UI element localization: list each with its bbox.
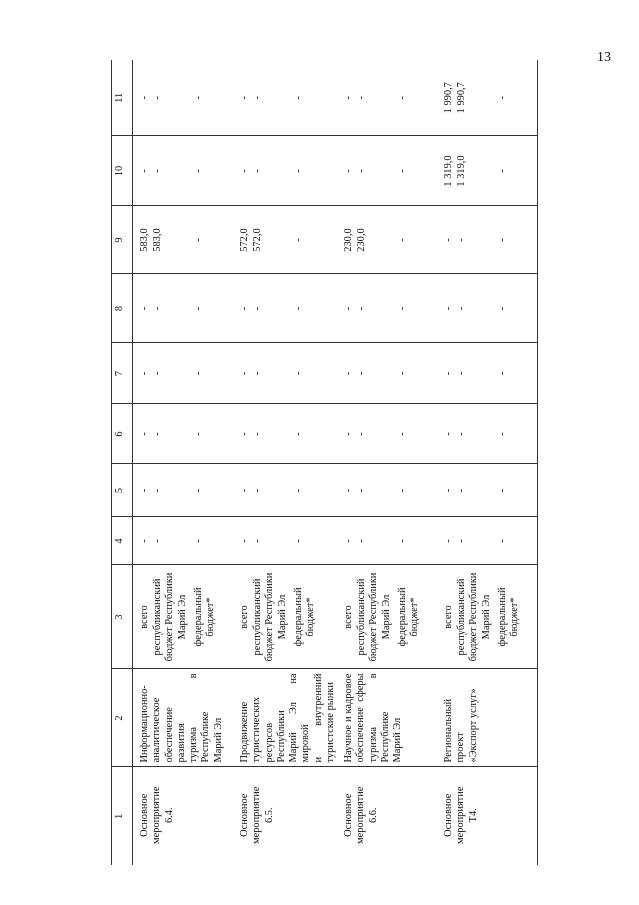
value: 230,0 — [356, 228, 368, 252]
value-cell — [133, 206, 234, 274]
funding-source — [293, 566, 333, 669]
value: - — [293, 539, 304, 543]
rotated-table-wrapper — [111, 60, 529, 865]
table-row — [337, 60, 437, 865]
value-cell — [437, 404, 538, 464]
value: - — [139, 306, 150, 311]
value-cell — [233, 517, 337, 565]
value: - — [152, 432, 163, 436]
event-name-line: Продвижение — [239, 701, 250, 763]
value: 583,0 — [139, 228, 150, 252]
value: - — [343, 306, 355, 311]
value: 583,0 — [152, 228, 163, 252]
col-header: 1 — [112, 767, 133, 865]
funding-source-line: федеральный — [497, 587, 509, 647]
value-cell — [133, 343, 234, 404]
col-header: 2 — [112, 669, 133, 767]
event-code-line: Основное — [239, 793, 250, 837]
value: - — [356, 371, 368, 376]
value: - — [152, 306, 163, 311]
value-cell — [133, 136, 234, 206]
funding-source-line: республиканский — [456, 578, 468, 656]
value: - — [139, 432, 150, 436]
value: 1 319,0 — [456, 155, 468, 187]
value: - — [456, 371, 468, 376]
value-cell — [133, 60, 234, 136]
funding-source — [397, 566, 437, 669]
funding-source-line: федеральный — [193, 587, 204, 647]
value: - — [152, 539, 163, 543]
col-header: 10 — [112, 136, 133, 206]
value: - — [252, 371, 263, 376]
funding-source-cell — [133, 565, 234, 669]
value: - — [139, 169, 150, 173]
value: - — [293, 169, 304, 173]
funding-source-line: всего — [239, 605, 250, 629]
event-code-line: 6.6. — [367, 807, 379, 824]
col-header: 5 — [112, 464, 133, 517]
value: - — [239, 432, 250, 436]
event-name-line: Марий Эл на мировой — [288, 673, 312, 763]
funding-source-line: Марий Эл — [276, 594, 288, 640]
value: - — [139, 488, 150, 493]
event-name-line: Информационно- — [139, 685, 150, 763]
event-name-line: туристических — [251, 696, 263, 763]
funding-source — [152, 566, 193, 669]
value: - — [239, 371, 250, 376]
funding-source-cell — [233, 565, 337, 669]
event-code-line: 6.4. — [163, 807, 175, 824]
value: - — [343, 371, 355, 376]
value: - — [239, 169, 250, 173]
value: - — [239, 539, 250, 543]
funding-source-cell — [437, 565, 538, 669]
table-row — [233, 60, 337, 865]
value: - — [293, 432, 304, 436]
funding-source-line: бюджет* — [305, 597, 317, 637]
value: 1 990,7 — [443, 82, 455, 114]
value: - — [139, 96, 150, 100]
event-name-line: аналитическое — [151, 697, 163, 763]
event-name-line: Марий Эл — [392, 717, 404, 763]
event-code-line: 6.5. — [263, 807, 275, 824]
value: 572,0 — [252, 228, 263, 252]
value: - — [152, 169, 163, 173]
value-cell — [233, 206, 337, 274]
funding-source-line: бюджет Республики — [368, 572, 380, 662]
funding-source — [356, 566, 397, 669]
funding-source — [497, 566, 537, 669]
value: - — [497, 432, 509, 436]
value-cell — [437, 206, 538, 274]
funding-source-line: всего — [139, 605, 150, 629]
value: - — [343, 488, 355, 493]
value: - — [152, 96, 163, 100]
value: - — [356, 169, 368, 173]
value-cell — [337, 274, 437, 343]
value-cell — [133, 517, 234, 565]
value: - — [152, 488, 163, 493]
value: - — [397, 306, 409, 311]
value: - — [356, 96, 368, 100]
value: - — [293, 96, 304, 100]
value: - — [252, 96, 263, 100]
value-cell — [337, 517, 437, 565]
value: 230,0 — [343, 228, 355, 252]
value-cell — [437, 274, 538, 343]
event-code-line: Основное — [443, 793, 455, 837]
funding-source-line: бюджет Республики — [264, 572, 276, 662]
value: - — [343, 96, 355, 100]
value: - — [443, 238, 455, 242]
funding-source — [239, 566, 252, 669]
event-code-cell — [437, 767, 538, 865]
table-row — [133, 60, 234, 865]
value: - — [193, 96, 204, 100]
value-cell — [133, 464, 234, 517]
value-cell — [233, 404, 337, 464]
value: 1 990,7 — [456, 82, 468, 114]
value: - — [193, 306, 204, 311]
value: - — [443, 432, 455, 436]
value: - — [397, 169, 409, 173]
value: - — [252, 306, 263, 311]
value: - — [443, 306, 455, 311]
value-cell — [337, 60, 437, 136]
value: - — [397, 432, 409, 436]
value: - — [193, 238, 204, 242]
value: - — [497, 488, 509, 493]
value: - — [456, 306, 468, 311]
value-cell — [337, 136, 437, 206]
value: - — [293, 371, 304, 376]
value: - — [497, 371, 509, 376]
funding-source — [252, 566, 293, 669]
value: - — [497, 238, 509, 242]
value: - — [193, 488, 204, 493]
funding-source — [193, 566, 233, 669]
event-name-line: обеспечение развития — [163, 707, 187, 763]
event-code-line: Основное — [139, 793, 150, 837]
value-cell — [337, 404, 437, 464]
value: - — [139, 371, 150, 376]
value-cell — [233, 464, 337, 517]
value: - — [443, 371, 455, 376]
funding-source-line: бюджет* — [409, 597, 421, 637]
event-name-line: Региональный проект — [443, 698, 467, 763]
value-cell — [437, 136, 538, 206]
value-cell — [337, 464, 437, 517]
funding-source-line: Марий Эл — [380, 594, 392, 640]
value: - — [397, 539, 409, 543]
funding-source-line: федеральный — [293, 587, 304, 647]
event-code-line: мероприятие — [355, 786, 367, 844]
col-header: 11 — [112, 60, 133, 136]
value: - — [443, 539, 455, 543]
value: - — [497, 96, 509, 100]
value: - — [456, 238, 468, 242]
value: - — [397, 371, 409, 376]
col-header: 6 — [112, 404, 133, 464]
value: - — [293, 488, 304, 493]
value-cell — [133, 404, 234, 464]
value: - — [193, 539, 204, 543]
value: - — [139, 539, 150, 543]
event-code-line: мероприятие — [251, 786, 263, 844]
value: - — [193, 169, 204, 173]
funding-source-line: Марий Эл — [480, 594, 492, 640]
value: - — [456, 432, 468, 436]
value: - — [152, 371, 163, 376]
funding-source — [456, 566, 497, 669]
value-cell — [437, 60, 538, 136]
value: - — [252, 432, 263, 436]
value: - — [252, 488, 263, 493]
value: - — [343, 539, 355, 543]
value: - — [193, 371, 204, 376]
value-cell — [133, 274, 234, 343]
value: - — [356, 306, 368, 311]
col-header: 8 — [112, 274, 133, 343]
event-name-line: и внутренний — [312, 673, 324, 763]
value: - — [239, 488, 250, 493]
event-name-line: обеспечение сферы — [355, 673, 367, 763]
value: - — [497, 306, 509, 311]
event-name-line: «Экспорт услуг» — [467, 688, 479, 763]
event-name-line: Научное и кадровое — [343, 673, 355, 763]
funding-source-line: Марий Эл — [176, 594, 188, 640]
value: - — [356, 432, 368, 436]
col-header: 3 — [112, 565, 133, 669]
value: - — [497, 539, 509, 543]
event-name-line: туризма в Республике — [188, 673, 212, 763]
value: 572,0 — [239, 228, 250, 252]
value-cell — [437, 343, 538, 404]
funding-source-line: бюджет* — [509, 597, 521, 637]
event-name-line: туризма в Республике — [367, 673, 391, 763]
event-name-cell — [437, 669, 538, 767]
event-code-line: Основное — [343, 793, 355, 837]
funding-source — [343, 566, 356, 669]
value: - — [356, 539, 368, 543]
value: - — [456, 539, 468, 543]
event-code-line: мероприятие — [151, 786, 163, 844]
col-header: 9 — [112, 206, 133, 274]
funding-source — [443, 566, 456, 669]
value: - — [239, 96, 250, 100]
funding-source-line: всего — [343, 605, 355, 629]
value: - — [252, 539, 263, 543]
value-cell — [337, 206, 437, 274]
funding-source-line: республиканский — [152, 578, 163, 656]
header-row — [112, 60, 133, 865]
funding-source-line: федеральный — [397, 587, 409, 647]
value-cell — [233, 136, 337, 206]
event-code-cell — [337, 767, 437, 865]
event-name-cell — [133, 669, 234, 767]
funding-source-line: бюджет Республики — [164, 572, 176, 662]
event-code-line: Т4. — [467, 808, 479, 823]
event-name-cell — [337, 669, 437, 767]
value: - — [193, 432, 204, 436]
value: - — [397, 488, 409, 493]
value-cell — [233, 274, 337, 343]
value: - — [356, 488, 368, 493]
value-cell — [233, 343, 337, 404]
col-header: 4 — [112, 517, 133, 565]
value-cell — [437, 517, 538, 565]
value: - — [443, 488, 455, 493]
funding-source-line: всего — [443, 605, 455, 629]
event-code-line: мероприятие — [455, 786, 467, 844]
funding-source — [139, 566, 152, 669]
value: - — [497, 169, 509, 173]
value: - — [456, 488, 468, 493]
value: - — [397, 96, 409, 100]
funding-source-line: республиканский — [252, 578, 263, 656]
event-name-line: туристские рынки — [324, 682, 336, 763]
budget-table — [111, 60, 538, 865]
value: - — [343, 432, 355, 436]
event-name-cell — [233, 669, 337, 767]
event-name-line: Марий Эл — [212, 717, 224, 763]
table-row — [437, 60, 538, 865]
funding-source-line: бюджет* — [205, 597, 217, 637]
value-cell — [437, 464, 538, 517]
funding-source-cell — [337, 565, 437, 669]
event-code-cell — [233, 767, 337, 865]
value: 1 319,0 — [443, 155, 455, 187]
value: - — [397, 238, 409, 242]
event-name-line: ресурсов Республики — [263, 710, 287, 763]
value: - — [343, 169, 355, 173]
funding-source-line: республиканский — [356, 578, 368, 656]
funding-source-line: бюджет Республики — [468, 572, 480, 662]
value: - — [293, 306, 304, 311]
value: - — [252, 169, 263, 173]
page-number: 13 — [597, 50, 611, 65]
value: - — [293, 238, 304, 242]
value-cell — [233, 60, 337, 136]
col-header: 7 — [112, 343, 133, 404]
value-cell — [337, 343, 437, 404]
value: - — [239, 306, 250, 311]
event-code-cell — [133, 767, 234, 865]
